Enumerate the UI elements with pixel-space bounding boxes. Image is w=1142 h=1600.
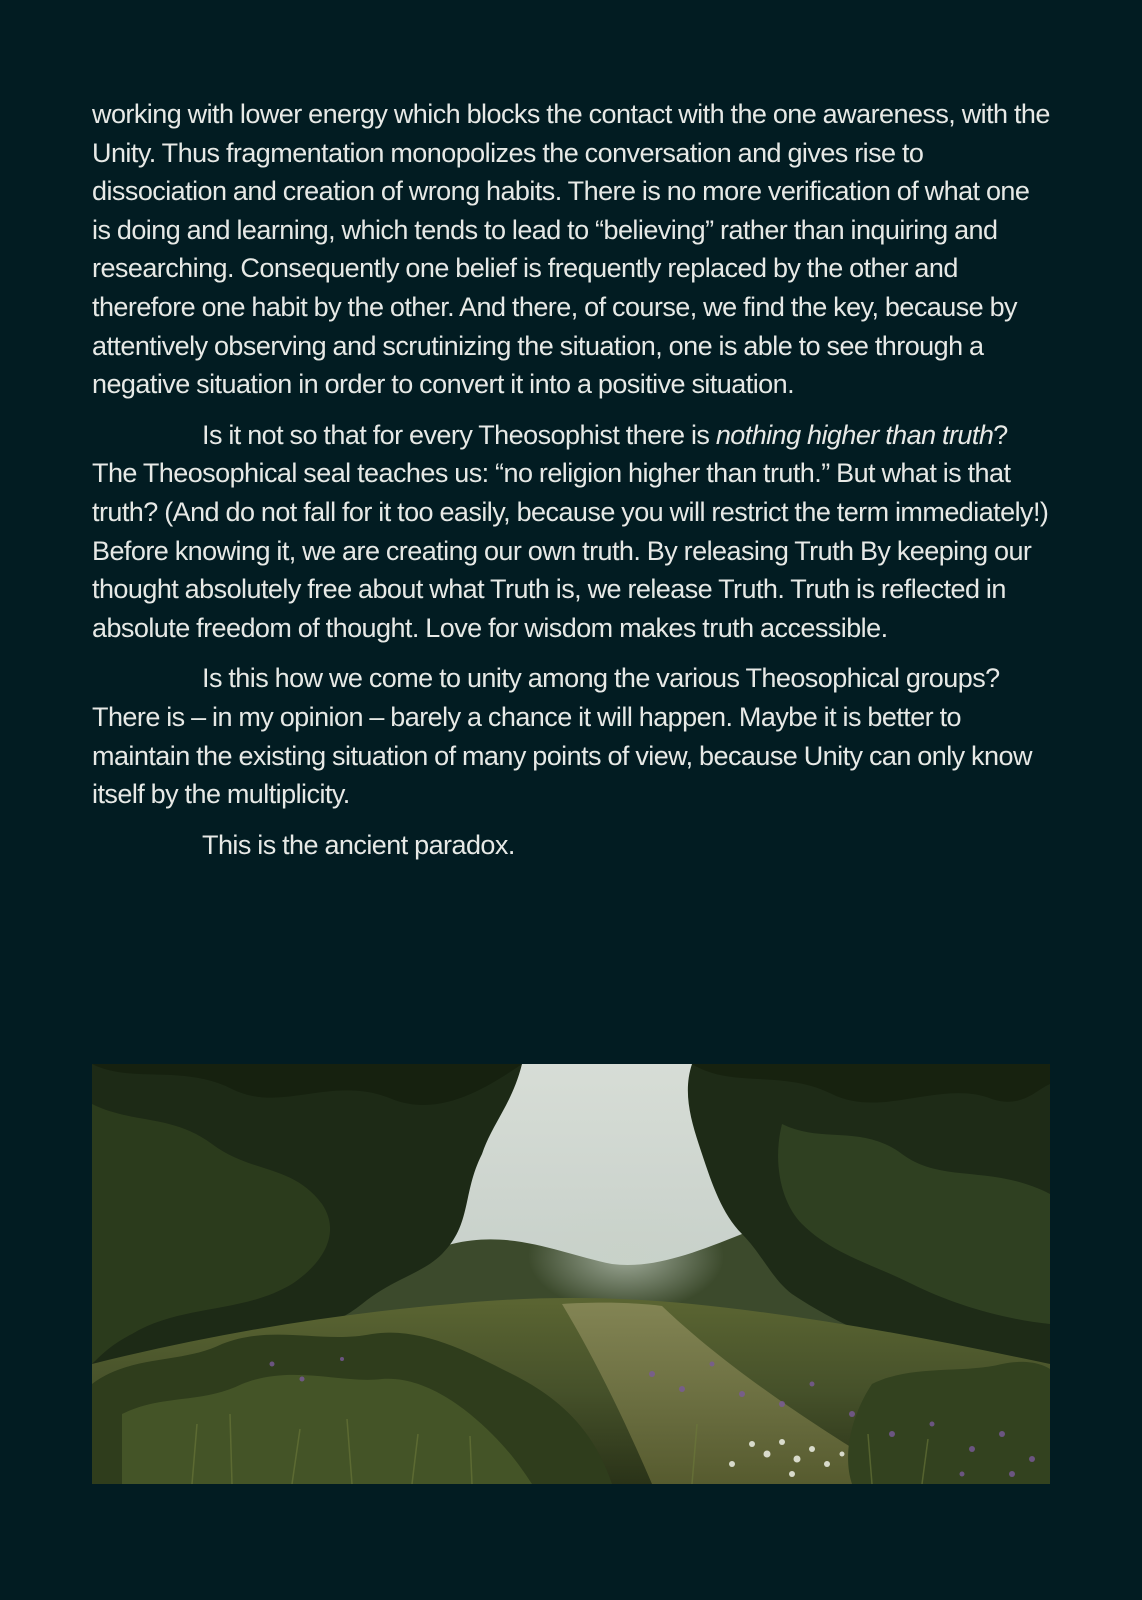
- paragraph-2-lead: Is it not so that for every Theosophist there is: [202, 419, 716, 450]
- paragraph-2-rest: ? The Theosophical seal teaches us: “no religion higher than truth.” But what is that truth? (And do not fall for it too easily, because you will restrict the term immediately!) Before knowing it, we are creating our own truth. By releasing Truth By keeping our thought absolutely free about what Truth is, we release Truth. Truth is reflected in absolute freedom of thought. Love for wisdom makes truth accessible.: [92, 419, 1049, 643]
- paragraph-4: [92, 826, 1052, 865]
- paragraph-2-emphasis: nothing higher than truth: [715, 419, 994, 450]
- paragraph-2: [92, 416, 1052, 648]
- forest-meadow-photo: [92, 1064, 1050, 1484]
- paragraph-4-text: This is the ancient paradox.: [202, 829, 515, 860]
- paragraph-1: [92, 95, 1052, 404]
- paragraph-1-text: working with lower energy which blocks the contact with the one awareness, with the Unity. Thus fragmentation monopolizes the conversation and gives rise to dissociation and creation of wrong habits. There is no more verification of what one is doing and learning, which tends to lead to “believing” rather than inquiring and researching. Consequently one belief is frequently replaced by the other and therefore one habit by the other. And there, of course, we find the key, because by attentively observing and scrutinizing the situation, one is able to see through a negative situation in order to convert it into a positive situation.: [92, 99, 1050, 400]
- body-text: [92, 95, 1052, 876]
- paragraph-3-text: Is this how we come to unity among the various Theosophical groups? There is – in my opinion – barely a chance it will happen. Maybe it is better to maintain the existing situation of many points of view, because Unity can only know itself by the multiplicity.: [92, 663, 1032, 810]
- paragraph-3: [92, 659, 1052, 813]
